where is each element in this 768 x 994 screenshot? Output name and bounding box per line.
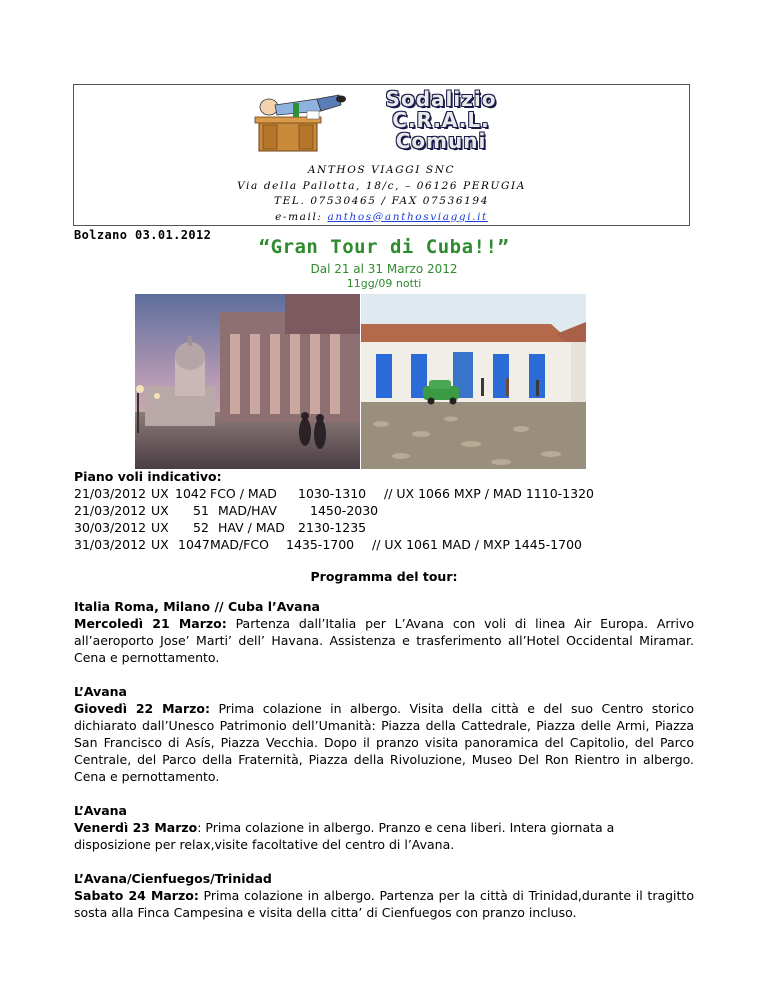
day-date: Mercoledì 21 Marzo: — [74, 616, 227, 631]
agency-email-line — [74, 210, 689, 226]
agency-address: Via della Pallotta, 18/c, – 06126 PERUGIA — [237, 179, 526, 192]
logo-line-2: C.R.A.L. — [392, 108, 490, 132]
flight-date: 31/03/2012 — [74, 537, 147, 552]
day-location: Italia Roma, Milano // Cuba l’Avana — [74, 599, 320, 614]
flight-times: 1435-1700 — [286, 537, 355, 552]
flight-carrier: UX — [151, 537, 169, 552]
day-entry — [74, 802, 694, 853]
flight-plan — [74, 468, 594, 553]
day-text: Prima colazione in albergo. Visita della città e del suo Centro storico dichiarato dall’Unesco Patrimonio dell’Umanità: Piazza della Cattedrale, Piazza delle Armi, Piazza San Francisco di Asís, Piazza Vecchia. Dopo il pranzo visita panoramica del Capitolio, del Parco Centrale, del Parco della Fraternità, Piazza della Rivoluzione, Museo Del Ron Rientro in albergo. Cena e pernottamento. — [74, 701, 694, 784]
day-description — [74, 615, 694, 666]
logo-line-3: Comuni — [395, 129, 487, 153]
flight-date: 21/03/2012 — [74, 503, 147, 518]
havana-capitol-photo — [135, 294, 360, 469]
day-entry — [74, 870, 694, 921]
logo-text — [366, 89, 516, 152]
tour-dates: Dal 21 al 31 Marzo 2012 — [310, 262, 458, 276]
main-title: “Gran Tour di Cuba!!” — [258, 236, 510, 258]
flight-route: MAD/FCO — [210, 537, 269, 552]
day-text: : Prima colazione in albergo. Pranzo e cena liberi. Intera giornata a disposizione per relax,visite facoltative del centro di l’Avana. — [74, 820, 615, 852]
flight-route: HAV / MAD — [218, 520, 285, 535]
day-location: L’Avana — [74, 803, 127, 818]
flight-number: 52 — [193, 520, 209, 535]
flight-carrier: UX — [151, 503, 169, 518]
flight-route: MAD/HAV — [218, 503, 277, 518]
flight-row — [74, 519, 367, 536]
flight-number: 51 — [193, 503, 209, 518]
flight-route: FCO / MAD — [210, 486, 277, 501]
flight-date: 21/03/2012 — [74, 486, 147, 501]
flight-times: 1030-1310 — [298, 486, 367, 501]
agency-name: ANTHOS VIAGGI SNC — [307, 164, 456, 176]
day-entry — [74, 683, 694, 785]
flight-times: 1450-2030 — [310, 503, 379, 518]
email-link[interactable]: anthos@anthosviaggi.it — [327, 210, 488, 223]
day-text: Prima colazione in albergo. Partenza per la città di Trinidad,durante il tragitto sosta alla Finca Campesina e visita della citta’ di Cienfuegos con pranzo incluso. — [74, 888, 694, 920]
tour-duration: 11gg/09 notti — [346, 277, 422, 290]
day-location: L’Avana/Cienfuegos/Trinidad — [74, 871, 272, 886]
day-date: Venerdì 23 Marzo — [74, 820, 198, 835]
logo-figure-icon — [247, 93, 347, 153]
flight-number: 1042 — [175, 486, 207, 501]
day-date: Giovedì 22 Marzo: — [74, 701, 210, 716]
day-description — [74, 887, 694, 921]
flight-alternative: // UX 1066 MXP / MAD 1110-1320 — [384, 486, 594, 501]
flight-times: 2130-1235 — [298, 520, 367, 535]
day-date: Sabato 24 Marzo: — [74, 888, 199, 903]
flight-plan-label: Piano voli indicativo: — [74, 469, 222, 484]
agency-info — [74, 163, 689, 225]
day-description — [74, 700, 694, 785]
flight-row — [74, 536, 582, 553]
flight-row — [74, 485, 594, 502]
day-entry — [74, 598, 694, 666]
flight-row — [74, 502, 379, 519]
agency-phone-fax: TEL. 07530465 / FAX 07536194 — [274, 195, 489, 207]
program-title: Programma del tour: — [310, 569, 458, 584]
flight-date: 30/03/2012 — [74, 520, 147, 535]
letterhead-box — [73, 84, 690, 226]
day-description — [74, 819, 694, 853]
flight-carrier: UX — [151, 520, 169, 535]
day-text: Partenza dall’Italia per L’Avana con voli di linea Air Europa. Arrivo all’aeroporto Jose’ Marti’ dell’ Havana. Assistenza e trasferimento all’Hotel Occidental Miramar. Cena e pernottamento. — [74, 616, 695, 665]
flight-carrier: UX — [151, 486, 169, 501]
trinidad-street-photo — [361, 294, 586, 469]
flight-alternative: // UX 1061 MAD / MXP 1445-1700 — [372, 537, 582, 552]
day-location: L’Avana — [74, 684, 127, 699]
flight-number: 1047 — [178, 537, 210, 552]
document-date: Bolzano 03.01.2012 — [74, 228, 212, 242]
logo-line-1: Sodalizio — [385, 87, 497, 111]
email-label: e-mail: — [275, 210, 328, 223]
